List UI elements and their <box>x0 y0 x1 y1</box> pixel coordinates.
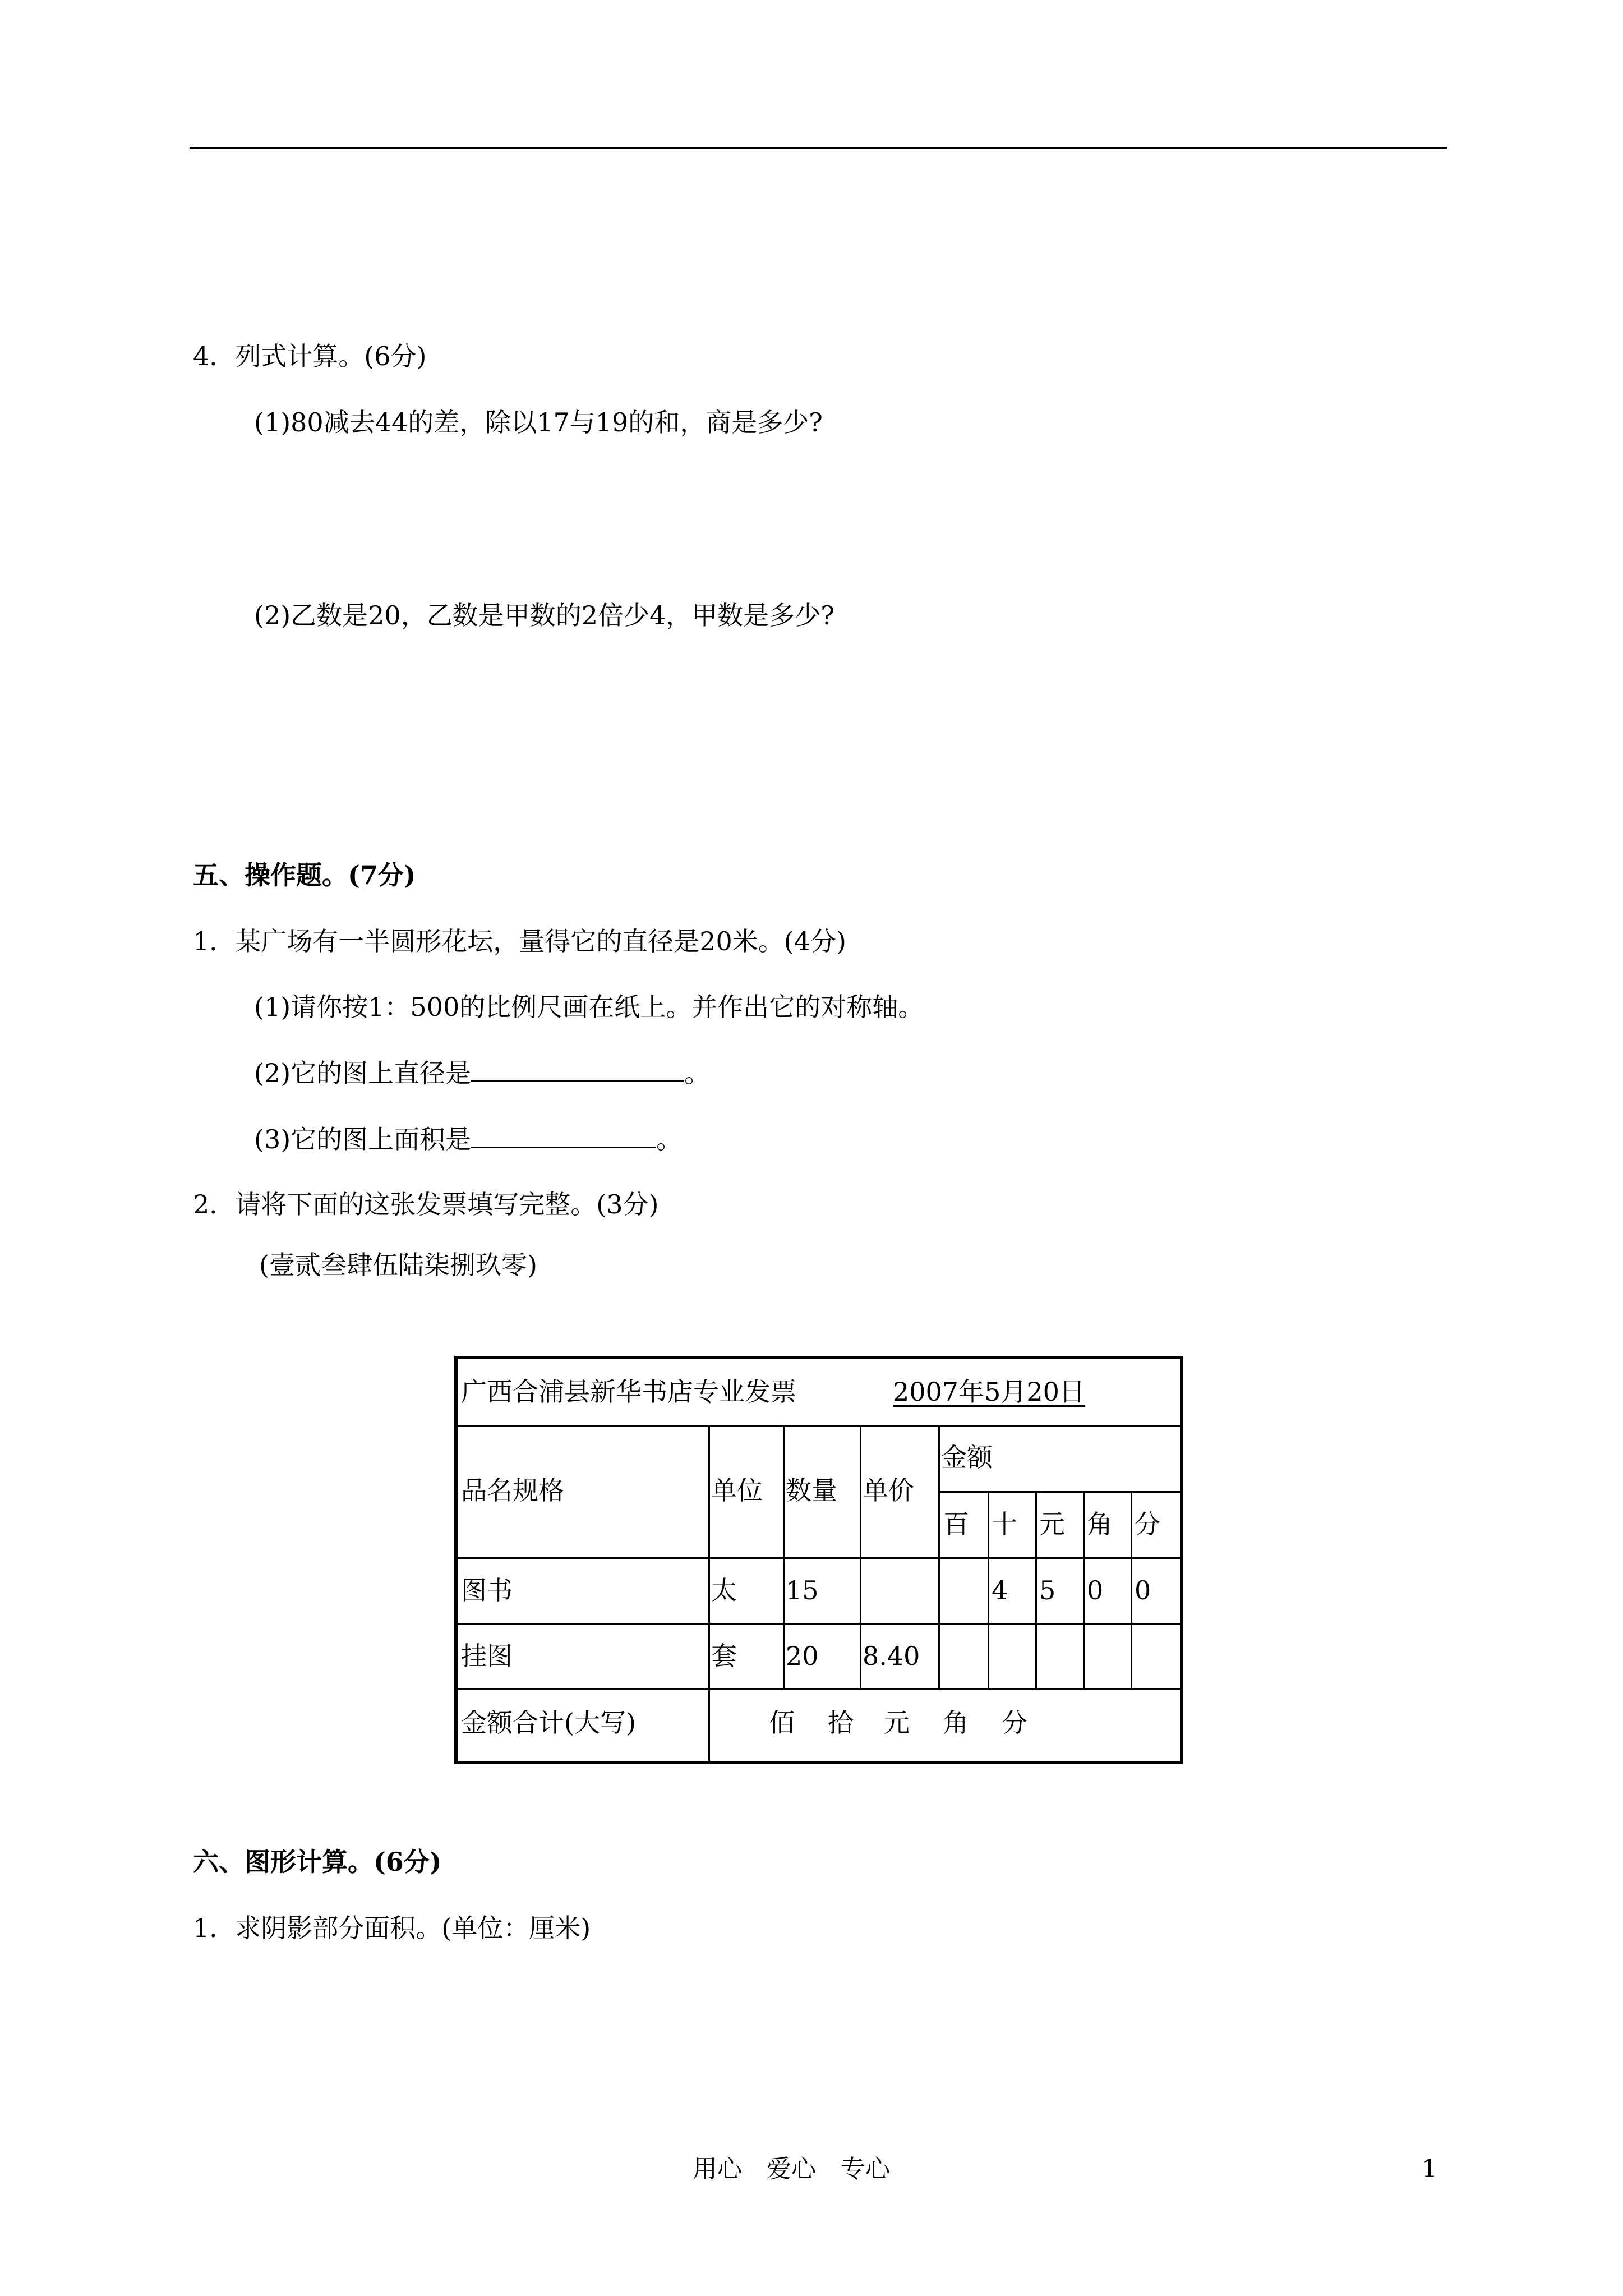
row1-digit-tens: 4 <box>992 1575 1008 1605</box>
part2-suffix: 。 <box>684 1058 711 1088</box>
header-digit-jiao: 角 <box>1087 1509 1113 1539</box>
section5-q1-part1: (1)请你按1：500的比例尺画在纸上。并作出它的对称轴。 <box>254 992 924 1022</box>
row1-unit: 太 <box>711 1575 737 1605</box>
invoice-rule <box>1131 1491 1132 1688</box>
header-quantity: 数量 <box>786 1475 837 1506</box>
total-unit-yuan: 元 <box>884 1708 910 1738</box>
page-number: 1 <box>1422 2155 1437 2183</box>
footer-slogan-2: 爱心 <box>767 2155 816 2183</box>
invoice-rule <box>458 1688 1180 1690</box>
q4-part2: (2)乙数是20，乙数是甲数的2倍少4，甲数是多少? <box>254 600 834 631</box>
row1-item: 图书 <box>461 1575 513 1605</box>
section5-q1-part2 <box>254 1056 710 1090</box>
header-item: 品名规格 <box>461 1475 564 1506</box>
invoice-rule <box>458 1623 1180 1625</box>
header-digit-tens: 十 <box>992 1509 1017 1539</box>
invoice-rule <box>1083 1491 1085 1688</box>
section5-q2-title: 2．请将下面的这张发票填写完整。(3分) <box>193 1189 659 1220</box>
invoice-rule <box>938 1491 1180 1493</box>
invoice-title: 广西合浦县新华书店专业发票 <box>461 1377 796 1407</box>
invoice-rule <box>458 1557 1180 1559</box>
diameter-answer-blank[interactable] <box>471 1056 684 1082</box>
row1-quantity: 15 <box>786 1575 819 1605</box>
invoice-rule <box>783 1425 785 1688</box>
invoice-rule <box>458 1425 1180 1427</box>
row1-digit-jiao: 0 <box>1087 1575 1104 1605</box>
q4-title: 4．列式计算。(6分) <box>193 341 427 371</box>
section6-q1-title: 1．求阴影部分面积。(单位：厘米) <box>193 1913 591 1943</box>
header-price: 单价 <box>863 1475 914 1506</box>
total-unit-shi: 拾 <box>828 1708 854 1738</box>
row2-unit: 套 <box>711 1641 737 1671</box>
total-label: 金额合计(大写) <box>461 1708 636 1738</box>
footer-slogan-3: 专心 <box>841 2155 890 2183</box>
total-unit-bai: 佰 <box>769 1708 795 1738</box>
header-rule <box>190 147 1447 149</box>
part3-suffix: 。 <box>656 1124 683 1154</box>
section6-heading: 六、图形计算。(6分) <box>193 1847 442 1877</box>
invoice-rule <box>860 1425 861 1688</box>
invoice-table <box>454 1356 1183 1764</box>
row1-digit-fen: 0 <box>1135 1575 1151 1605</box>
invoice-rule <box>988 1491 989 1688</box>
header-digit-fen: 分 <box>1135 1509 1160 1539</box>
invoice-rule <box>708 1425 710 1764</box>
header-unit: 单位 <box>711 1475 763 1506</box>
invoice-date: 2007年5月20日 <box>893 1377 1085 1407</box>
row1-digit-yuan: 5 <box>1039 1575 1056 1605</box>
section5-q1-part3 <box>254 1122 682 1156</box>
invoice-rule <box>938 1425 940 1688</box>
footer-slogan-1: 用心 <box>693 2155 742 2183</box>
invoice-rule <box>1035 1491 1037 1688</box>
row2-item: 挂图 <box>461 1641 513 1671</box>
header-digit-hundreds: 百 <box>943 1509 969 1539</box>
section5-q2-hint: (壹贰叁肆伍陆柒捌玖零) <box>259 1250 537 1280</box>
part2-prefix: (2)它的图上直径是 <box>254 1058 472 1088</box>
q4-part1: (1)80减去44的差，除以17与19的和，商是多少? <box>254 407 823 438</box>
footer-slogan <box>693 2152 890 2186</box>
header-digit-yuan: 元 <box>1039 1509 1065 1539</box>
row2-price: 8.40 <box>863 1641 920 1671</box>
area-answer-blank[interactable] <box>471 1122 656 1148</box>
total-unit-fen: 分 <box>1002 1708 1027 1738</box>
total-unit-jiao: 角 <box>943 1708 969 1738</box>
section5-q1-title: 1．某广场有一半圆形花坛，量得它的直径是20米。(4分) <box>193 926 846 956</box>
row2-quantity: 20 <box>786 1641 819 1671</box>
header-amount: 金额 <box>941 1442 993 1473</box>
section5-heading: 五、操作题。(7分) <box>193 860 416 890</box>
part3-prefix: (3)它的图上面积是 <box>254 1124 472 1154</box>
